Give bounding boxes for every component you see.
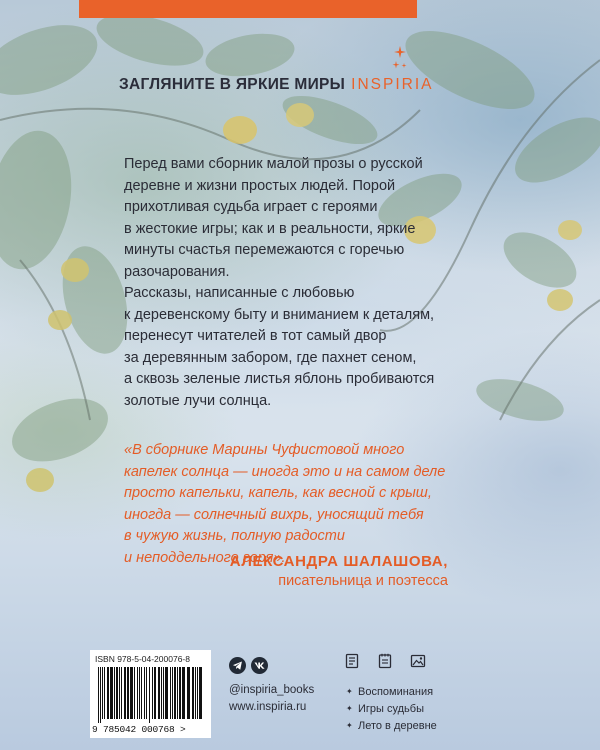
description-line: за деревянным забором, где пахнет сеном, bbox=[124, 349, 417, 366]
barcode-graphic bbox=[90, 665, 211, 723]
barcode-bar bbox=[170, 667, 171, 719]
brand-color-band bbox=[79, 0, 417, 18]
category-tag bbox=[346, 683, 437, 700]
book-icon bbox=[344, 653, 360, 669]
quote-author: АЛЕКСАНДРА ШАЛАШОВА, bbox=[229, 553, 448, 570]
quote-line: капелек солнца — иногда это и на самом деле bbox=[124, 463, 446, 480]
social-handle[interactable]: @inspiria_books bbox=[229, 684, 315, 696]
barcode-bar bbox=[144, 667, 145, 719]
category-tag-label: Воспоминания bbox=[358, 685, 434, 698]
description-line: деревне и жизни простых людей. Порой bbox=[124, 177, 396, 194]
barcode-bar bbox=[195, 667, 196, 719]
description-line: золотые лучи солнца. bbox=[124, 392, 272, 409]
image-icon bbox=[410, 653, 426, 669]
barcode-bar bbox=[172, 667, 173, 719]
barcode-bar bbox=[119, 667, 120, 719]
category-tags bbox=[346, 683, 437, 734]
barcode-bar bbox=[177, 667, 178, 719]
description-line: прихотливая судьба играет с героями bbox=[124, 199, 378, 215]
category-tag bbox=[346, 700, 437, 717]
barcode-bar bbox=[134, 667, 135, 719]
description-line: перенесут читателей в тот самый двор bbox=[124, 328, 387, 344]
barcode-bar bbox=[98, 667, 99, 723]
barcode-bar bbox=[179, 667, 181, 719]
barcode-bar bbox=[121, 667, 122, 719]
barcode-bar bbox=[161, 667, 162, 719]
barcode-bar bbox=[182, 667, 185, 719]
barcode-bar bbox=[163, 667, 164, 719]
barcode-bar bbox=[107, 667, 109, 719]
barcode-bar bbox=[197, 667, 198, 719]
barcode-bar bbox=[102, 667, 103, 719]
category-icons bbox=[344, 653, 426, 669]
category-tag-label: Лето в деревне bbox=[358, 719, 437, 732]
sparkle-icon bbox=[392, 46, 408, 72]
barcode-bar bbox=[127, 667, 129, 719]
quote-line: в чужую жизнь, полную радости bbox=[124, 528, 345, 544]
telegram-icon[interactable] bbox=[229, 657, 246, 674]
series-tagline: ЗАГЛЯНИТЕ В ЯРКИЕ МИРЫ bbox=[119, 76, 346, 93]
barcode-bar bbox=[154, 667, 156, 719]
barcode-bar bbox=[158, 667, 160, 719]
barcode-bar bbox=[199, 667, 202, 719]
barcode-bar bbox=[174, 667, 176, 719]
notebook-icon bbox=[377, 653, 393, 669]
star-bullet-icon: ✦ bbox=[346, 721, 353, 730]
barcode-bar bbox=[165, 667, 168, 719]
brand-name: INSPIRIA bbox=[351, 76, 434, 93]
barcode-bar bbox=[116, 667, 118, 719]
description-line: к деревенскому быту и вниманием к деталям, bbox=[124, 306, 435, 323]
quote-author-role: писательница и поэтесса bbox=[278, 573, 448, 589]
description-line: разочарования. bbox=[124, 263, 230, 280]
website-link[interactable]: www.inspiria.ru bbox=[229, 701, 307, 713]
description-line: а сквозь зеленые листья яблонь пробиваются bbox=[124, 371, 435, 387]
description-paragraph-1 bbox=[124, 154, 484, 283]
review-quote bbox=[124, 440, 484, 569]
social-icons bbox=[229, 657, 268, 674]
barcode-bar bbox=[124, 667, 126, 719]
barcode-bar bbox=[130, 667, 133, 719]
star-bullet-icon: ✦ bbox=[346, 687, 353, 696]
barcode-bar bbox=[152, 667, 153, 719]
quote-line: и неподдельного горя». bbox=[124, 549, 286, 566]
barcode-bar bbox=[149, 667, 150, 723]
series-header bbox=[119, 76, 434, 94]
quote-line: иногда — солнечный вихрь, уносящий тебя bbox=[124, 506, 424, 523]
barcode-bar bbox=[187, 667, 190, 719]
description-line: Рассказы, написанные с любовью bbox=[124, 285, 355, 301]
description-line: минуты счастья перемежаются с горечью bbox=[124, 242, 405, 258]
barcode-bar bbox=[110, 667, 113, 719]
vk-icon[interactable] bbox=[251, 657, 268, 674]
barcode-bar bbox=[141, 667, 142, 719]
isbn-number: ISBN 978-5-04-200076-8 bbox=[95, 654, 190, 664]
barcode-bar bbox=[192, 667, 194, 719]
category-tag-label: Игры судьбы bbox=[358, 702, 424, 715]
barcode-bar bbox=[114, 667, 115, 719]
barcode-panel bbox=[90, 650, 211, 738]
star-bullet-icon: ✦ bbox=[346, 704, 353, 713]
barcode-bar bbox=[146, 667, 147, 719]
barcode-bar bbox=[137, 667, 138, 719]
description-line: в жестокие игры; как и в реальности, яркие bbox=[124, 220, 416, 237]
quote-line: «В сборнике Марины Чуфистовой много bbox=[124, 442, 405, 458]
quote-line: просто капельки, капель, как весной с крыш, bbox=[124, 485, 432, 501]
barcode-digits: 9 785042 000768 > bbox=[92, 724, 186, 735]
description-paragraph-2 bbox=[124, 283, 484, 412]
barcode-bar bbox=[104, 667, 105, 719]
category-tag bbox=[346, 717, 437, 734]
barcode-bar bbox=[139, 667, 140, 719]
description-line: Перед вами сборник малой прозы о русской bbox=[124, 156, 423, 172]
barcode-bar bbox=[100, 667, 101, 723]
